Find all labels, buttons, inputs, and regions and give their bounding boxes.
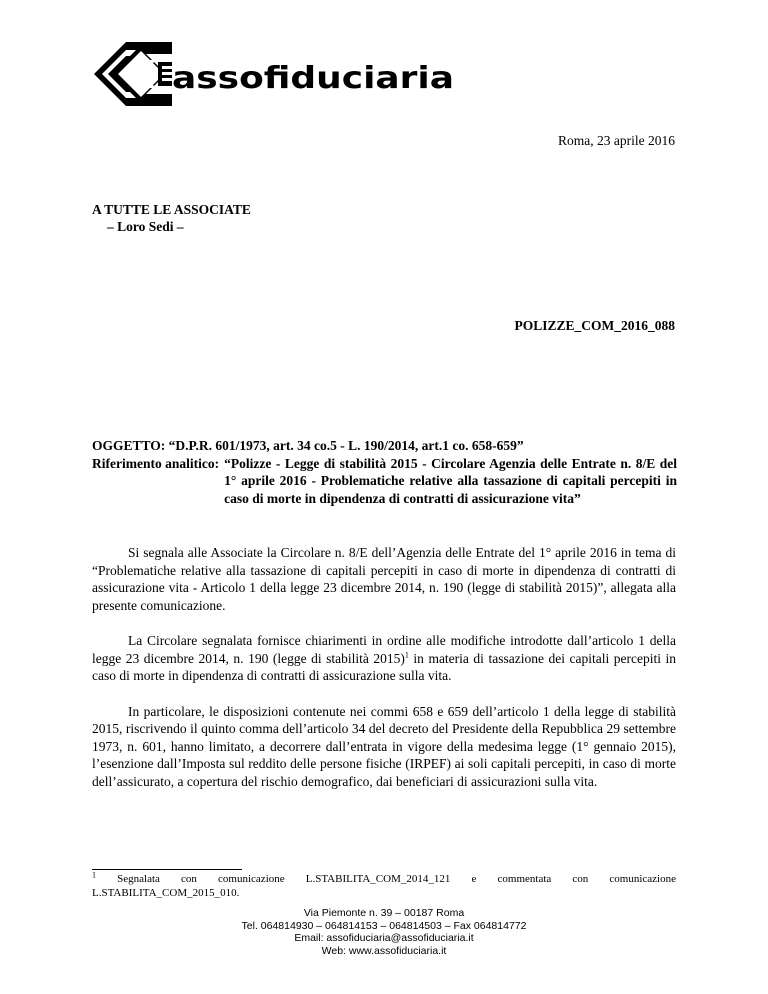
footer-web: Web: www.assofiduciaria.it [321, 944, 447, 957]
assofiduciaria-logo [92, 40, 462, 110]
subject-oggetto: OGGETTO: “D.P.R. 601/1973, art. 34 co.5 - L. 190/2014, art.1 co. 658-659” [92, 438, 524, 453]
paragraph: Si segnala alle Associate la Circolare n. 8/E dell’Agenzia delle Entrate del 1° aprile 2016 in tema di “Problematiche relative alla tassazione di capitali percepiti in caso di morte in dipendenza di contratti di assicurazione vita - Articolo 1 della legge 23 dicembre 2014, n. 190 (legge di stabilità 2015)”, allegata alla presente comunicazione. [92, 545, 676, 613]
subject-block [92, 437, 677, 507]
body-text [92, 544, 676, 808]
document-date: Roma, 23 aprile 2016 [558, 133, 675, 148]
paragraph: In particolare, le disposizioni contenute nei commi 658 e 659 dell’articolo 1 della legge di stabilità 2015, riscrivendo il quinto comma dell’articolo 34 del decreto del Presidente della Repubblica 29 settembre 1973, n. 601, hanno limitato, a decorrere dall’entrata in vigore della medesima legge (1° gennaio 2015), l’esenzione dall’Imposta sul reddito delle persone fisiche (IRPEF) ai soli capitali percepiti, in caso di morte dell’assicurato, a copertura del rischio demografico, dai beneficiari di assicurazioni sulla vita. [92, 703, 676, 789]
paragraph-text: La Circolare segnalata fornisce chiarimenti in ordine alle modifiche introdotte dall’articolo 1 della legge 23 dicembre 2014, n. 190 (legge di stabilità 2015) [92, 633, 676, 666]
footnote-ref: 1 [404, 650, 409, 659]
document-code: POLIZZE_COM_2016_088 [514, 318, 675, 333]
logo-emblem-icon [94, 42, 172, 106]
riferimento-label: Riferimento analitico: [92, 455, 220, 471]
paragraph-text: in materia di tassazione dei capitali percepiti in caso di morte in dipendenza di contratti di assicurazione sulla vita. [92, 650, 676, 683]
recipient-block [92, 201, 251, 235]
subject-riferimento [92, 455, 677, 508]
footer-address: Via Piemonte n. 39 – 00187 Roma [303, 907, 465, 919]
riferimento-text: “Polizze - Legge di stabilità 2015 - Circolare Agenzia delle Entrate n. 8/E del 1° aprile 2016 - Problematiche relative alla tassazione di capitali percepiti in caso di morte in dipendenza di contratti di assicurazione vita” [224, 455, 677, 506]
footnote-separator [92, 869, 242, 870]
footnote-text: Segnalata con comunicazione L.STABILITA_COM_2014_121 e commentata con comunicazione L.STABILITA_COM_2015_010. [92, 873, 676, 899]
footnote-number: 1 [92, 870, 96, 880]
letterhead-footer [0, 907, 768, 957]
paragraph [92, 632, 676, 685]
logo-wordmark: assofiduciaria [172, 61, 454, 96]
recipient-subline: – Loro Sedi – [107, 219, 184, 234]
footnote [92, 872, 676, 900]
footer-email: Email: assofiduciaria@assofiduciaria.it [294, 932, 474, 944]
recipient-line: A TUTTE LE ASSOCIATE [92, 202, 251, 217]
footer-phones: Tel. 064814930 – 064814153 – 064814503 – Fax 064814772 [241, 919, 527, 932]
